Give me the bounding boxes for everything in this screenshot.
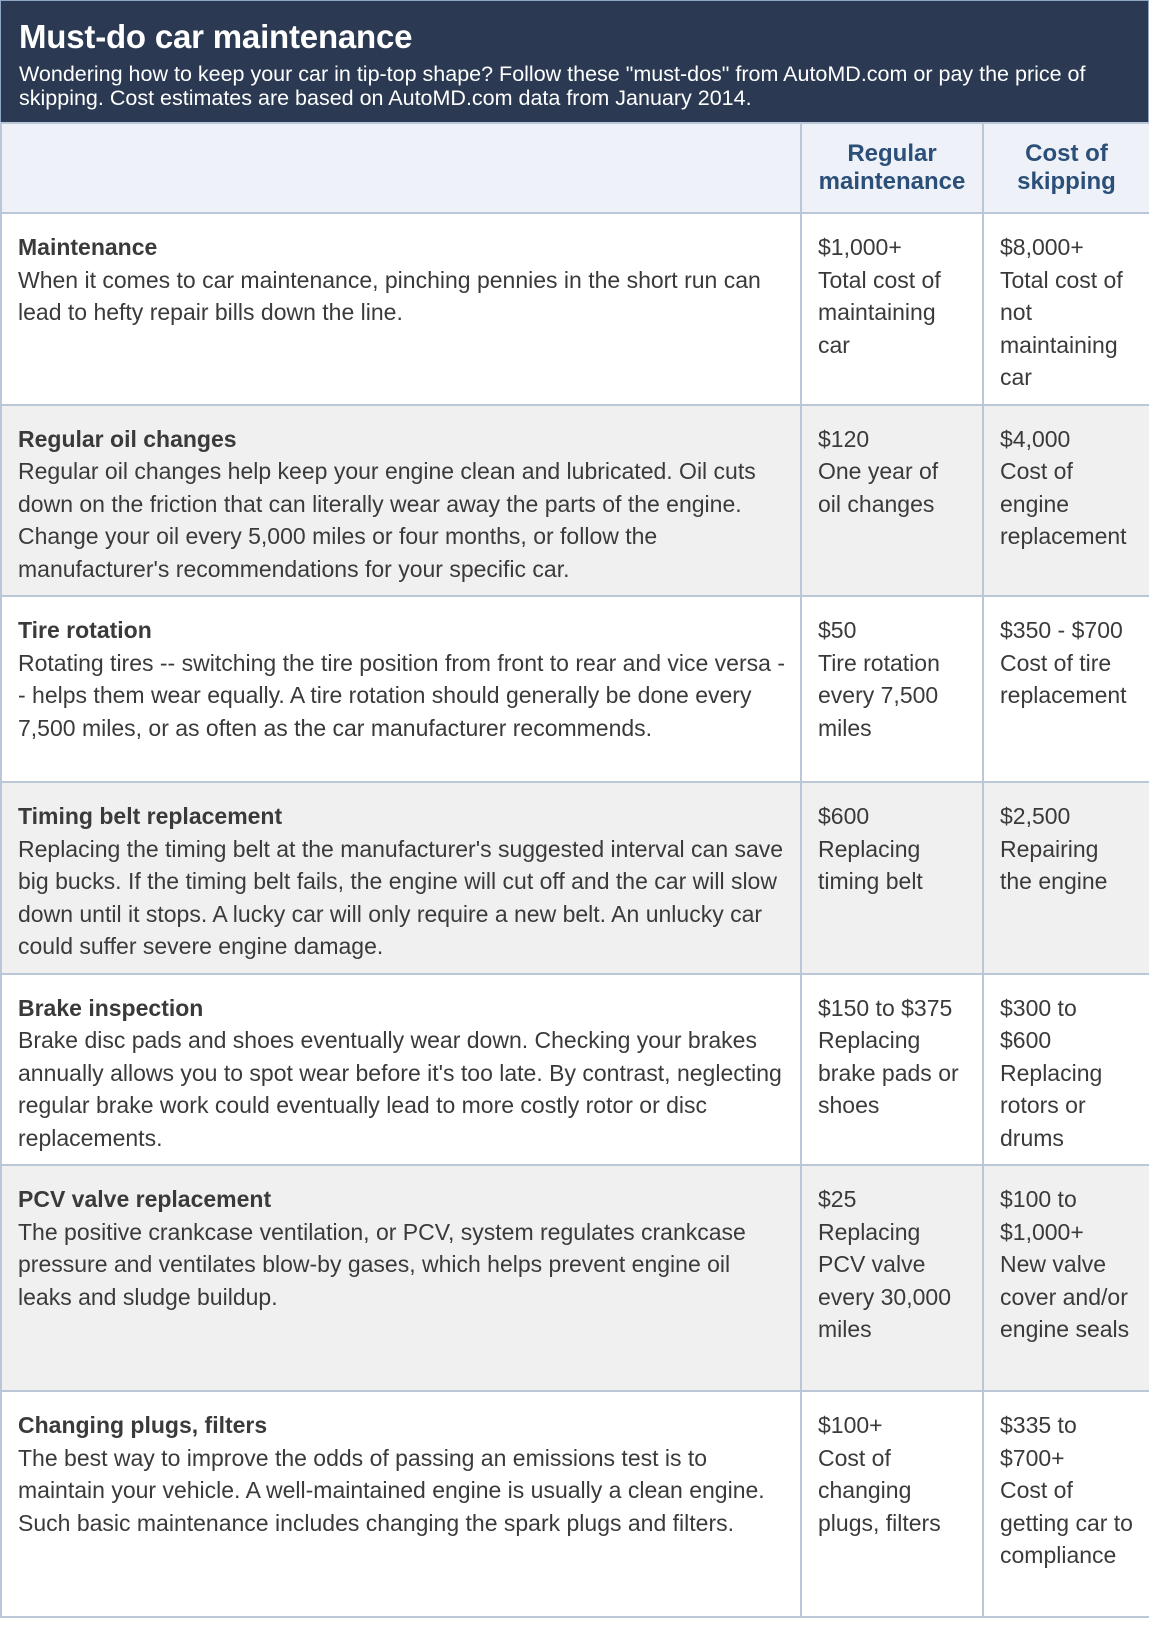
table-row xyxy=(1,1391,1149,1617)
row-description: When it comes to car maintenance, pinching pennies in the short run can lead to hefty repair bills down the line. xyxy=(18,266,761,325)
skip-cost-cell xyxy=(983,405,1149,597)
row-description: The best way to improve the odds of passing an emissions test is to maintain your vehicle. A well-maintained engine is usually a clean engine. Such basic maintenance includes changing the spark plugs and filters. xyxy=(18,1444,765,1536)
item-cell xyxy=(1,1165,801,1391)
maintenance-table xyxy=(0,122,1149,1618)
regular-cost-cell xyxy=(801,213,983,405)
skip-cost-label: Repairing the engine xyxy=(1000,835,1108,894)
regular-cost-amount: $1,000+ xyxy=(818,234,902,260)
row-description: Rotating tires -- switching the tire position from front to rear and vice versa -- helps them wear equally. A tire rotation should generally be done every 7,500 miles, or as often as the car manufacturer recommends. xyxy=(18,649,785,741)
row-description: Regular oil changes help keep your engine clean and lubricated. Oil cuts down on the friction that can literally wear away the parts of the engine. Change your oil every 5,000 miles or four months, or follow the manufacturer's recommendations for your specific car. xyxy=(18,458,756,582)
table-row xyxy=(1,782,1149,974)
table-row xyxy=(1,1165,1149,1391)
skip-cost-amount: $100 to $1,000+ xyxy=(1000,1186,1084,1245)
header-banner xyxy=(0,0,1149,122)
regular-cost-label: Cost of changing plugs, filters xyxy=(818,1444,941,1536)
skip-cost-label: Cost of tire replacement xyxy=(1000,649,1127,708)
regular-cost-amount: $100+ xyxy=(818,1412,883,1438)
regular-cost-label: One year of oil changes xyxy=(818,458,939,517)
regular-cost-label: Replacing timing belt xyxy=(818,835,923,894)
skip-cost-amount: $4,000 xyxy=(1000,425,1071,452)
skip-cost-cell xyxy=(983,213,1149,405)
regular-cost-label: Replacing brake pads or shoes xyxy=(818,1027,959,1118)
table-row xyxy=(1,213,1149,405)
row-description: The positive crankcase ventilation, or PCV, system regulates crankcase pressure and ventilates blow-by gases, which helps prevent engine oil leaks and sludge buildup. xyxy=(18,1218,746,1310)
item-cell xyxy=(1,974,801,1166)
skip-cost-cell xyxy=(983,596,1149,782)
table-row xyxy=(1,974,1149,1166)
skip-cost-amount: $335 to $700+ xyxy=(1000,1412,1077,1471)
skip-cost-amount: $300 to $600 xyxy=(1000,994,1077,1053)
column-header-regular-maintenance: Regular maintenance xyxy=(801,123,983,213)
regular-cost-cell xyxy=(801,596,983,782)
skip-cost-amount: $350 - $700 xyxy=(1000,617,1123,643)
regular-cost-amount: $120 xyxy=(818,425,870,452)
item-cell xyxy=(1,782,801,974)
skip-cost-amount: $8,000+ xyxy=(1000,234,1084,260)
skip-cost-label: Cost of engine replacement xyxy=(1000,458,1127,549)
column-header-cost-of-skipping: Cost of skipping xyxy=(983,123,1149,213)
row-title: PCV valve replacement xyxy=(18,1186,272,1212)
regular-cost-label: Total cost of maintaining car xyxy=(818,266,941,358)
skip-cost-cell xyxy=(983,974,1149,1166)
regular-cost-amount: $600 xyxy=(818,803,870,829)
regular-cost-cell xyxy=(801,974,983,1166)
row-title: Changing plugs, filters xyxy=(18,1412,268,1438)
skip-cost-label: New valve cover and/or engine seals xyxy=(1000,1251,1130,1342)
regular-cost-amount: $150 to $375 xyxy=(818,994,953,1021)
skip-cost-label: Total cost of not maintaining car xyxy=(1000,266,1123,390)
row-title: Tire rotation xyxy=(18,617,152,643)
row-description: Replacing the timing belt at the manufacturer's suggested interval can save big bucks. If the timing belt fails, the engine will cut off and the car will slow down until it stops. A lucky car will only require a new belt. An unlucky car could suffer severe engine damage. xyxy=(18,835,784,959)
row-title: Maintenance xyxy=(18,234,158,260)
skip-cost-amount: $2,500 xyxy=(1000,803,1071,829)
regular-cost-label: Tire rotation every 7,500 miles xyxy=(818,649,940,741)
item-cell xyxy=(1,213,801,405)
regular-cost-amount: $50 xyxy=(818,617,857,643)
table-row xyxy=(1,405,1149,597)
row-title: Timing belt replacement xyxy=(18,803,283,829)
regular-cost-cell xyxy=(801,1391,983,1617)
skip-cost-cell xyxy=(983,1165,1149,1391)
row-title: Brake inspection xyxy=(18,994,204,1021)
item-cell xyxy=(1,405,801,597)
table-header-row xyxy=(1,123,1149,213)
row-title: Regular oil changes xyxy=(18,425,237,452)
regular-cost-amount: $25 xyxy=(818,1186,857,1212)
skip-cost-label: Cost of getting car to compliance xyxy=(1000,1477,1133,1568)
row-description: Brake disc pads and shoes eventually wear down. Checking your brakes annually allows you to spot wear before it's too late. By contrast, neglecting regular brake work could eventually lead to more costly rotor or disc replacements. xyxy=(18,1027,782,1151)
page-subtitle: Wondering how to keep your car in tip-top shape? Follow these "must-dos" from AutoMD.com or pay the price of skipping. Cost estimates are based on AutoMD.com data from January 2014. xyxy=(19,62,1086,110)
item-cell xyxy=(1,1391,801,1617)
regular-cost-cell xyxy=(801,782,983,974)
regular-cost-cell xyxy=(801,405,983,597)
table-row xyxy=(1,596,1149,782)
column-header-item xyxy=(1,123,801,213)
regular-cost-label: Replacing PCV valve every 30,000 miles xyxy=(818,1218,951,1342)
skip-cost-label: Replacing rotors or drums xyxy=(1000,1059,1103,1151)
item-cell xyxy=(1,596,801,782)
regular-cost-cell xyxy=(801,1165,983,1391)
page-title: Must-do car maintenance xyxy=(19,18,413,55)
skip-cost-cell xyxy=(983,1391,1149,1617)
skip-cost-cell xyxy=(983,782,1149,974)
